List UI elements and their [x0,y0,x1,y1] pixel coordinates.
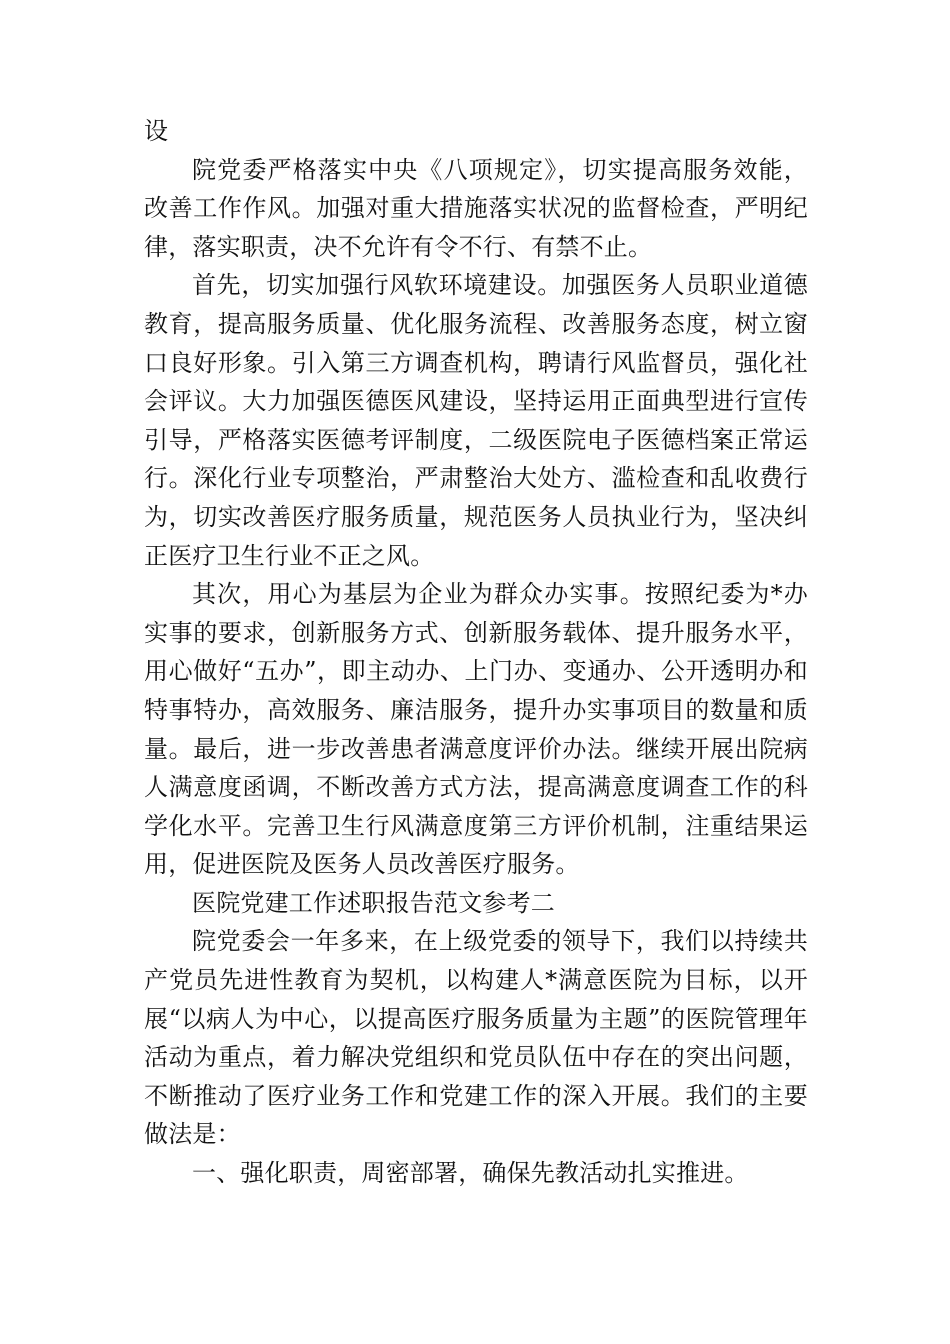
paragraph-point-one: 一、强化职责，周密部署，确保先教活动扎实推进。 [192,1159,749,1188]
paragraph-report-intro: 院党委会一年多来，在上级党委的领导下，我们以持续共产党员先进性教育为契机，以构建人*满意医院为目标，以开展“以病人为中心，以提高医疗服务质量为主题”的医院管理年活动为重点，着力解决党组织和党员队伍中存在的突出问题，不断推动了医疗业务工作和党建工作的深入开展。我们的主要做法是： [144,927,808,1149]
document-body [144,112,808,1193]
paragraph-eight-rules: 院党委严格落实中央《八项规定》，切实提高服务效能，改善工作作风。加强对重大措施落实状况的监督检查，严明纪律，落实职责，决不允许有令不行、有禁不止。 [144,155,808,261]
paragraph-continuation: 设 [144,117,169,145]
section-title: 医院党建工作述职报告范文参考二 [192,888,555,917]
paragraph-second-measure: 其次，用心为基层为企业为群众办实事。按照纪委为*办实事的要求，创新服务方式、创新服务载体、提升服务水平，用心做好“五办”，即主动办、上门办、变通办、公开透明办和特事特办，高效服务、廉洁服务，提升办实事项目的数量和质量。最后，进一步改善患者满意度评价办法。继续开展出院病人满意度函调，不断改善方式方法，提高满意度调查工作的科学化水平。完善卫生行风满意度第三方评价机制，注重结果运用，促进医院及医务人员改善医疗服务。 [144,580,808,879]
paragraph-first-measure: 首先，切实加强行风软环境建设。加强医务人员职业道德教育，提高服务质量、优化服务流程、改善服务态度，树立窗口良好形象。引入第三方调查机构，聘请行风监督员，强化社会评议。大力加强医德医风建设，坚持运用正面典型进行宣传引导，严格落实医德考评制度，二级医院电子医德档案正常运行。深化行业专项整治，严肃整治大处方、滥检查和乱收费行为，切实改善医疗服务质量，规范医务人员执业行为，坚决纠正医疗卫生行业不正之风。 [144,271,808,570]
